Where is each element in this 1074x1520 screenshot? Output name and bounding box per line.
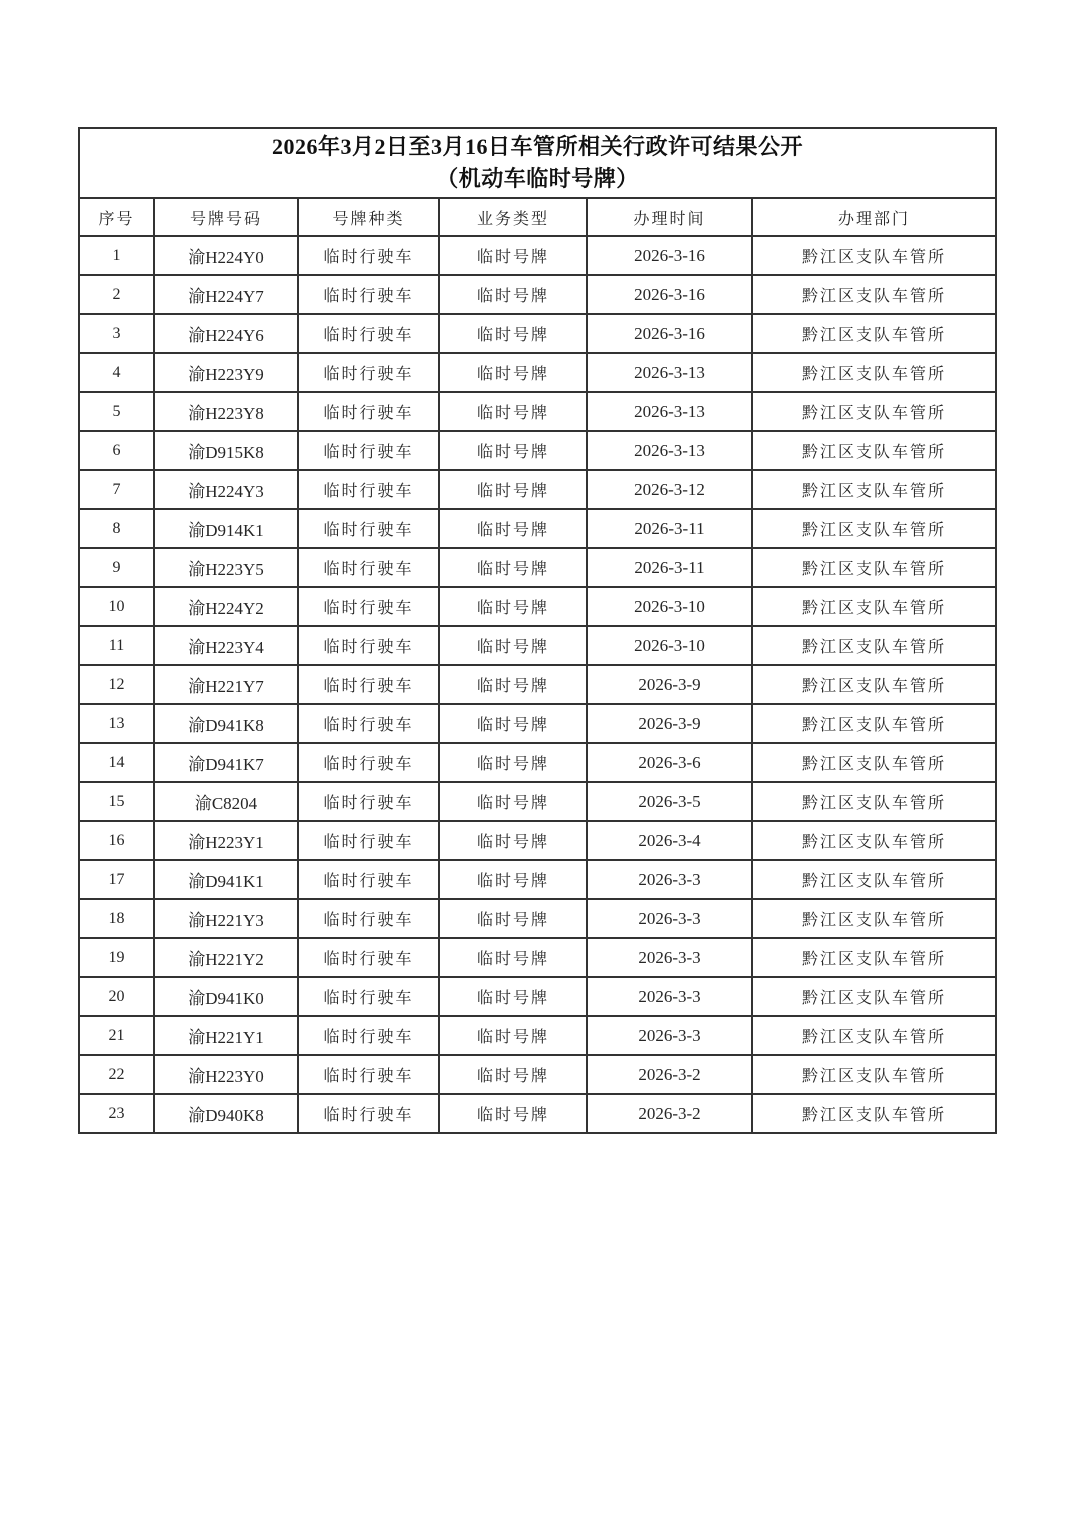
table-cell: 黔江区支队车管所: [752, 860, 996, 899]
table-title-row: [79, 128, 996, 198]
table-cell: 临时行驶车: [298, 353, 439, 392]
table-cell: 临时行驶车: [298, 548, 439, 587]
table-cell: 临时行驶车: [298, 314, 439, 353]
table-cell: 临时号牌: [439, 899, 587, 938]
table-cell: 渝D941K7: [154, 743, 298, 782]
table-cell: 黔江区支队车管所: [752, 431, 996, 470]
table-cell: 渝H224Y2: [154, 587, 298, 626]
table-cell: 渝H221Y3: [154, 899, 298, 938]
table-cell: 临时号牌: [439, 782, 587, 821]
table-cell: 渝D941K1: [154, 860, 298, 899]
table-cell: 渝H224Y7: [154, 275, 298, 314]
table-cell: 临时号牌: [439, 1016, 587, 1055]
table-cell: 渝H224Y0: [154, 236, 298, 275]
table-row: [79, 431, 996, 470]
table-cell: 渝C8204: [154, 782, 298, 821]
table-cell: 渝H223Y0: [154, 1055, 298, 1094]
table-cell: 临时行驶车: [298, 743, 439, 782]
table-cell: 临时行驶车: [298, 626, 439, 665]
table-cell: 23: [79, 1094, 154, 1133]
table-cell: 临时号牌: [439, 392, 587, 431]
table-cell: 临时行驶车: [298, 977, 439, 1016]
table-cell: 黔江区支队车管所: [752, 899, 996, 938]
table-cell: 黔江区支队车管所: [752, 548, 996, 587]
table-row: [79, 314, 996, 353]
table-cell: 15: [79, 782, 154, 821]
table-cell: 临时行驶车: [298, 509, 439, 548]
table-cell: 2026-3-13: [587, 392, 752, 431]
table-cell: 临时行驶车: [298, 782, 439, 821]
table-cell: 临时号牌: [439, 626, 587, 665]
table-cell: 临时号牌: [439, 587, 587, 626]
table-cell: 临时号牌: [439, 704, 587, 743]
table-row: [79, 236, 996, 275]
table-cell: 2026-3-16: [587, 314, 752, 353]
table-row: [79, 821, 996, 860]
table-cell: 22: [79, 1055, 154, 1094]
table-cell: 临时号牌: [439, 977, 587, 1016]
table-cell: 黔江区支队车管所: [752, 938, 996, 977]
table-cell: 临时号牌: [439, 860, 587, 899]
table-cell: 21: [79, 1016, 154, 1055]
table-cell: 临时行驶车: [298, 1094, 439, 1133]
table-cell: 临时号牌: [439, 275, 587, 314]
table-cell: 渝H223Y5: [154, 548, 298, 587]
table-cell: 12: [79, 665, 154, 704]
table-cell: 2026-3-3: [587, 860, 752, 899]
table-row: [79, 548, 996, 587]
table-cell: 2: [79, 275, 154, 314]
table-cell: 临时行驶车: [298, 704, 439, 743]
table-cell: 黔江区支队车管所: [752, 587, 996, 626]
table-cell: 2026-3-13: [587, 431, 752, 470]
table-cell: 临时行驶车: [298, 1055, 439, 1094]
table-row: [79, 1016, 996, 1055]
table-cell: 5: [79, 392, 154, 431]
table-cell: 2026-3-16: [587, 236, 752, 275]
table-cell: 临时行驶车: [298, 470, 439, 509]
table-cell: 临时行驶车: [298, 665, 439, 704]
table-cell: 4: [79, 353, 154, 392]
table-row: [79, 275, 996, 314]
table-cell: 临时行驶车: [298, 236, 439, 275]
table-cell: 2026-3-9: [587, 704, 752, 743]
table-cell: 渝H224Y3: [154, 470, 298, 509]
table-cell: 2026-3-5: [587, 782, 752, 821]
table-cell: 10: [79, 587, 154, 626]
table-cell: 2026-3-16: [587, 275, 752, 314]
table-cell: 渝H223Y1: [154, 821, 298, 860]
table-cell: 2026-3-3: [587, 899, 752, 938]
table-row: [79, 704, 996, 743]
table-cell: 6: [79, 431, 154, 470]
table-cell: 2026-3-3: [587, 977, 752, 1016]
table-cell: 20: [79, 977, 154, 1016]
table-cell: 渝H223Y9: [154, 353, 298, 392]
table-cell: 临时号牌: [439, 938, 587, 977]
table-cell: 3: [79, 314, 154, 353]
table-cell: 临时号牌: [439, 1055, 587, 1094]
table-cell: 8: [79, 509, 154, 548]
table-cell: 临时行驶车: [298, 938, 439, 977]
table-cell: 临时号牌: [439, 314, 587, 353]
license-results-table: [78, 127, 997, 1134]
table-cell: 7: [79, 470, 154, 509]
table-cell: 19: [79, 938, 154, 977]
table-cell: 黔江区支队车管所: [752, 704, 996, 743]
table-cell: 渝H221Y2: [154, 938, 298, 977]
table-row: [79, 626, 996, 665]
table-cell: 1: [79, 236, 154, 275]
table-cell: 2026-3-11: [587, 509, 752, 548]
table-cell: 渝H223Y8: [154, 392, 298, 431]
table-header-row: [79, 198, 996, 236]
table-cell: 黔江区支队车管所: [752, 1016, 996, 1055]
column-header-5: 办理时间: [587, 198, 752, 236]
table-cell: 2026-3-3: [587, 1016, 752, 1055]
table-cell: 2026-3-3: [587, 938, 752, 977]
table-row: [79, 587, 996, 626]
table-cell: 黔江区支队车管所: [752, 665, 996, 704]
table-row: [79, 1055, 996, 1094]
table-cell: 2026-3-4: [587, 821, 752, 860]
table-row: [79, 977, 996, 1016]
table-cell: 黔江区支队车管所: [752, 314, 996, 353]
table-cell: 临时行驶车: [298, 392, 439, 431]
table-cell: 临时号牌: [439, 1094, 587, 1133]
table-cell: 黔江区支队车管所: [752, 392, 996, 431]
table-cell: 渝H221Y1: [154, 1016, 298, 1055]
table-title-line2: （机动车临时号牌）: [436, 166, 639, 191]
table-cell: 黔江区支队车管所: [752, 782, 996, 821]
table-cell: 2026-3-13: [587, 353, 752, 392]
table-row: [79, 392, 996, 431]
table-cell: 黔江区支队车管所: [752, 977, 996, 1016]
table-cell: 黔江区支队车管所: [752, 236, 996, 275]
table-cell: 黔江区支队车管所: [752, 626, 996, 665]
table-cell: 黔江区支队车管所: [752, 1055, 996, 1094]
table-cell: 临时行驶车: [298, 899, 439, 938]
table-row: [79, 509, 996, 548]
table-cell: 16: [79, 821, 154, 860]
table-row: [79, 470, 996, 509]
table-cell: 渝H221Y7: [154, 665, 298, 704]
table-cell: 2026-3-6: [587, 743, 752, 782]
table-title: [79, 128, 996, 198]
table-cell: 渝H223Y4: [154, 626, 298, 665]
table-cell: 17: [79, 860, 154, 899]
column-header-6: 办理部门: [752, 198, 996, 236]
table-cell: 渝D915K8: [154, 431, 298, 470]
table-cell: 临时号牌: [439, 236, 587, 275]
table-cell: 临时号牌: [439, 509, 587, 548]
table-cell: 黔江区支队车管所: [752, 470, 996, 509]
column-header-1: 序号: [79, 198, 154, 236]
table-row: [79, 938, 996, 977]
table-cell: 临时行驶车: [298, 587, 439, 626]
table-cell: 14: [79, 743, 154, 782]
table-cell: 渝D941K0: [154, 977, 298, 1016]
table-cell: 渝D941K8: [154, 704, 298, 743]
table-cell: 黔江区支队车管所: [752, 1094, 996, 1133]
table-cell: 18: [79, 899, 154, 938]
table-row: [79, 353, 996, 392]
table-cell: 临时号牌: [439, 821, 587, 860]
table-cell: 9: [79, 548, 154, 587]
table-row: [79, 899, 996, 938]
table-cell: 临时号牌: [439, 665, 587, 704]
table-cell: 临时号牌: [439, 743, 587, 782]
table-cell: 2026-3-9: [587, 665, 752, 704]
table-cell: 黔江区支队车管所: [752, 353, 996, 392]
table-cell: 临时行驶车: [298, 821, 439, 860]
table-cell: 2026-3-2: [587, 1055, 752, 1094]
table-cell: 黔江区支队车管所: [752, 743, 996, 782]
table-cell: 黔江区支队车管所: [752, 821, 996, 860]
table-title-line1: 2026年3月2日至3月16日车管所相关行政许可结果公开: [272, 134, 804, 160]
table-cell: 2026-3-11: [587, 548, 752, 587]
table-cell: 临时行驶车: [298, 860, 439, 899]
column-header-3: 号牌种类: [298, 198, 439, 236]
table-cell: 渝H224Y6: [154, 314, 298, 353]
table-cell: 黔江区支队车管所: [752, 275, 996, 314]
table-cell: 临时号牌: [439, 431, 587, 470]
table-cell: 2026-3-2: [587, 1094, 752, 1133]
table-row: [79, 1094, 996, 1133]
table-row: [79, 860, 996, 899]
table-row: [79, 743, 996, 782]
column-header-2: 号牌号码: [154, 198, 298, 236]
table-cell: 渝D914K1: [154, 509, 298, 548]
table-cell: 临时号牌: [439, 548, 587, 587]
table-cell: 临时号牌: [439, 470, 587, 509]
table-cell: 临时号牌: [439, 353, 587, 392]
table-cell: 临时行驶车: [298, 1016, 439, 1055]
table-cell: 渝D940K8: [154, 1094, 298, 1133]
table-cell: 黔江区支队车管所: [752, 509, 996, 548]
table-cell: 2026-3-12: [587, 470, 752, 509]
table-row: [79, 782, 996, 821]
table-cell: 临时行驶车: [298, 431, 439, 470]
column-header-4: 业务类型: [439, 198, 587, 236]
table-cell: 11: [79, 626, 154, 665]
table-cell: 临时行驶车: [298, 275, 439, 314]
table-cell: 2026-3-10: [587, 587, 752, 626]
table-row: [79, 665, 996, 704]
table-cell: 13: [79, 704, 154, 743]
table-cell: 2026-3-10: [587, 626, 752, 665]
